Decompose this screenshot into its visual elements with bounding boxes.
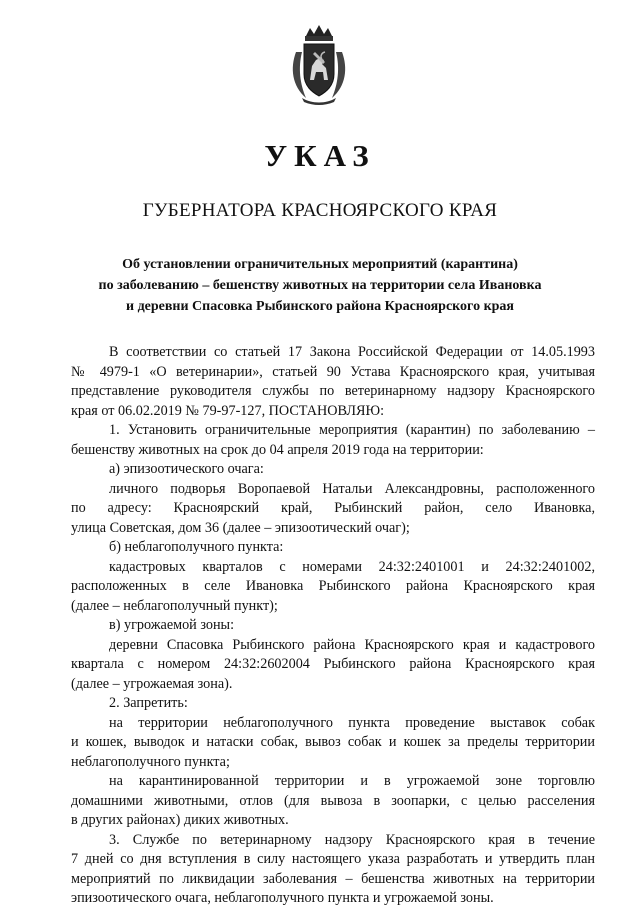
heading-line: Об установлении ограничительных мероприятий (карантина) — [122, 257, 518, 272]
body-line: квартала с номером 24:32:2602004 Рыбинского района Красноярского края — [71, 656, 595, 672]
body-line: расположенных в селе Ивановка Рыбинского района Красноярского края — [71, 578, 595, 594]
body-line: по адресу: Красноярский край, Рыбинский район, село Ивановка, — [71, 500, 595, 516]
body-line: бешенству животных на срок до 04 апреля 2019 года на территории: — [71, 441, 484, 458]
body-line: а) эпизоотического очага: — [109, 461, 264, 477]
krasnoyarsk-krai-coat-of-arms-icon — [286, 22, 352, 106]
body-line: и кошек, выводок и натаски собак, вывоз собак и кошек за пределы территории — [71, 734, 595, 750]
heading-line: и деревни Спасовка Рыбинского района Красноярского края — [126, 299, 514, 314]
body-line: В соответствии со статьей 17 Закона Российской Федерации от 14.05.1993 — [109, 344, 595, 360]
body-line: 1. Установить ограничительные мероприятия (карантин) по заболеванию – — [109, 422, 595, 438]
document-title: УКАЗ — [264, 138, 376, 173]
body-line: 7 дней со дня вступления в силу настоящего указа разработать и утвердить план — [71, 851, 595, 867]
body-line: личного подворья Воропаевой Натальи Александровны, расположенного — [109, 480, 595, 497]
body-line: на карантинированной территории и в угрожаемой зоне торговлю — [109, 773, 595, 789]
body-line: домашними животными, отлов (для вывоза в зоопарки, с целью расселения — [71, 792, 595, 809]
body-line: № 4979-1 «О ветеринарии», статьей 90 Устава Красноярского края, учитывая — [71, 363, 595, 380]
body-line: б) неблагополучного пункта: — [109, 539, 284, 555]
body-line: в) угрожаемой зоны: — [109, 617, 235, 633]
body-line: (далее – неблагополучный пункт); — [71, 597, 278, 614]
body-line: 2. Запретить: — [109, 695, 188, 711]
decree-body — [71, 343, 595, 909]
body-line: края от 06.02.2019 № 79-97-127, ПОСТАНОВЛЯЮ: — [71, 402, 385, 419]
body-line: 3. Службе по ветеринарному надзору Красноярского края в течение — [109, 831, 595, 848]
issuer-title: ГУБЕРНАТОРА КРАСНОЯРСКОГО КРАЯ — [142, 200, 498, 221]
body-line: представление руководителя службы по ветеринарному надзору Красноярского — [71, 383, 595, 399]
body-line: кадастровых кварталов с номерами 24:32:2401001 и 24:32:2401002, — [109, 558, 595, 575]
body-line: деревни Спасовка Рыбинского района Красноярского края и кадастрового — [109, 636, 595, 653]
heading-line: по заболеванию – бешенству животных на территории села Ивановка — [98, 278, 542, 293]
body-line: эпизоотического очага, неблагополучного пункта и угрожаемой зоны. — [71, 890, 494, 906]
body-line: неблагополучного пункта; — [71, 753, 230, 770]
body-line: в других районах) диких животных. — [71, 812, 289, 828]
body-line: на территории неблагополучного пункта проведение выставок собак — [109, 714, 595, 731]
body-line: мероприятий по ликвидации заболевания – бешенства животных на территории — [71, 870, 595, 887]
body-line: (далее – угрожаемая зона). — [71, 675, 233, 692]
decree-heading — [60, 254, 580, 317]
body-line: улица Советская, дом 36 (далее – эпизоотический очаг); — [71, 519, 410, 536]
